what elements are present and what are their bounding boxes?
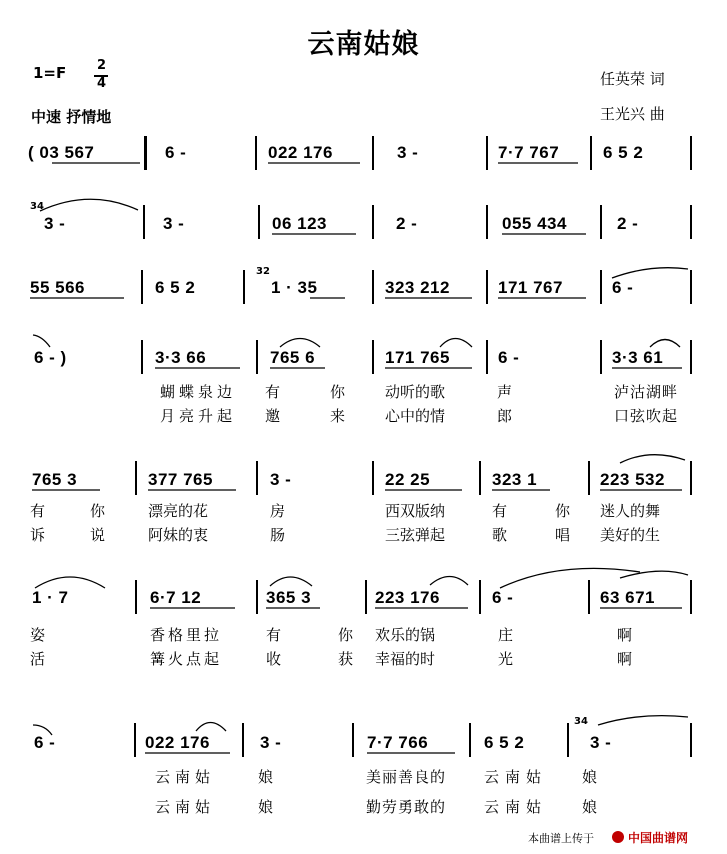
barline	[479, 580, 481, 614]
barline	[590, 136, 592, 170]
lyric: 邀	[265, 407, 281, 425]
lyric: 有	[266, 626, 282, 644]
barline	[372, 136, 374, 170]
barline	[242, 723, 244, 757]
lyric: 你	[555, 502, 571, 520]
measure: 6 - )	[34, 348, 67, 367]
meter-change: 34	[30, 201, 44, 212]
measure: 1 · 7	[32, 588, 69, 607]
barline	[690, 461, 692, 495]
measure: 6 -	[492, 588, 514, 607]
barline	[255, 136, 257, 170]
barline	[588, 461, 590, 495]
repeat-barline	[144, 136, 147, 170]
lyric: 迷人的舞	[600, 502, 661, 520]
lyric: 云南姑	[484, 768, 548, 786]
lyric: 幸福的时	[375, 650, 436, 668]
barline	[479, 461, 481, 495]
lyric: 篝火点起	[150, 650, 223, 668]
measure: 3·3 66	[155, 348, 207, 367]
measure: 765 6	[270, 348, 316, 367]
barline	[486, 270, 488, 304]
barline	[365, 580, 367, 614]
barline	[600, 270, 602, 304]
lyric: 香格里拉	[150, 626, 223, 644]
upload-note: 本曲谱上传于	[528, 832, 594, 845]
lyric: 阿妹的衷	[148, 526, 209, 544]
lyric: 勤劳勇敢的	[366, 798, 447, 816]
barline	[567, 723, 569, 757]
measure: 223 176	[375, 588, 440, 607]
barline	[372, 461, 374, 495]
lyric: 活	[30, 650, 46, 668]
lyric: 你	[338, 626, 354, 644]
measure: 6 5 2	[155, 278, 196, 297]
lyric: 郎	[497, 407, 513, 425]
barline	[469, 723, 471, 757]
lyric: 有	[30, 502, 46, 520]
barline	[258, 205, 260, 239]
lyric: 啊	[617, 626, 633, 644]
meter-change: 32	[256, 266, 270, 277]
measure: 7·7 767	[498, 143, 560, 162]
measure: 377 765	[148, 470, 213, 489]
lyricist-credit: 任英荣 词	[600, 70, 665, 88]
lyric: 云南姑	[155, 798, 216, 816]
measure: 022 176	[145, 733, 210, 752]
lyric: 蝴蝶泉边	[160, 383, 237, 401]
barline	[690, 723, 692, 757]
measure: 6 -	[165, 143, 187, 162]
lyric: 你	[90, 502, 106, 520]
lyric: 庄	[498, 626, 514, 644]
barline	[141, 340, 143, 374]
barline	[486, 136, 488, 170]
measure: 6·7 12	[150, 588, 202, 607]
lyric: 收	[266, 650, 282, 668]
measure: 3 -	[270, 470, 292, 489]
lyric: 美丽善良的	[366, 768, 447, 786]
barline	[690, 136, 692, 170]
lyric: 肠	[270, 526, 286, 544]
measure: 3 -	[590, 733, 612, 752]
measure: 6 -	[34, 733, 56, 752]
lyric: 唱	[555, 526, 571, 544]
lyric: 娘	[258, 798, 274, 816]
lyric: 有	[265, 383, 281, 401]
barline	[600, 340, 602, 374]
measure: 022 176	[268, 143, 333, 162]
measure: 6 5 2	[603, 143, 644, 162]
measure: 323 212	[385, 278, 450, 297]
barline	[141, 270, 143, 304]
barline	[352, 723, 354, 757]
barline	[372, 270, 374, 304]
lyric: 西双版纳	[385, 502, 446, 520]
lyric: 姿	[30, 626, 46, 644]
barline	[256, 340, 258, 374]
lyric: 泸沽湖畔	[614, 383, 679, 401]
lyric: 诉	[30, 526, 46, 544]
lyric: 娘	[582, 798, 598, 816]
barline	[690, 205, 692, 239]
lyric: 有	[492, 502, 508, 520]
key-signature: 1=F	[33, 64, 67, 82]
barline	[135, 580, 137, 614]
time-signature-numerator: 2	[97, 58, 107, 73]
lyric: 月亮升起	[160, 407, 237, 425]
barline	[690, 580, 692, 614]
measure: 06 123	[272, 214, 327, 233]
barline	[143, 205, 145, 239]
lyric: 说	[90, 526, 106, 544]
measure: 171 767	[498, 278, 563, 297]
page-title: 云南姑娘	[307, 29, 420, 60]
measure: 7·7 766	[367, 733, 429, 752]
measure: 055 434	[502, 214, 567, 233]
lyric: 欢乐的锅	[375, 626, 436, 644]
lyric: 漂亮的花	[148, 502, 209, 520]
time-signature-denominator: 4	[97, 76, 107, 91]
lyric: 光	[498, 650, 514, 668]
barline	[256, 461, 258, 495]
lyric: 啊	[617, 650, 633, 668]
lyric: 云南姑	[155, 768, 216, 786]
measure: 6 -	[612, 278, 634, 297]
lyric: 动听的歌	[385, 383, 446, 401]
lyric: 三弦弹起	[385, 526, 446, 544]
composer-credit: 王光兴 曲	[600, 105, 665, 123]
measure: 2 -	[617, 214, 639, 233]
barline	[135, 461, 137, 495]
site-name[interactable]: 中国曲谱网	[628, 831, 689, 845]
measure: 3 -	[260, 733, 282, 752]
measure: 765 3	[32, 470, 78, 489]
lyric: 歌	[492, 526, 508, 544]
measure: 323 1	[492, 470, 538, 489]
measure: 1 · 35	[271, 278, 318, 297]
tempo-marking: 中速 抒情地	[31, 108, 112, 126]
site-logo-icon	[612, 831, 624, 843]
barline	[690, 270, 692, 304]
measure: 6 -	[498, 348, 520, 367]
barline	[372, 205, 374, 239]
barline	[690, 340, 692, 374]
measure: 6 5 2	[484, 733, 525, 752]
lyric: 口弦吹起	[614, 407, 679, 425]
lyric: 云南姑	[484, 798, 548, 816]
measure: 223 532	[600, 470, 665, 489]
barline	[486, 340, 488, 374]
measure: 3 -	[163, 214, 185, 233]
meter-change: 34	[574, 716, 588, 727]
lyric: 心中的情	[385, 407, 446, 425]
barline	[372, 340, 374, 374]
measure: 3 -	[397, 143, 419, 162]
measure: 171 765	[385, 348, 450, 367]
lyric: 获	[338, 650, 354, 668]
measure: 55 566	[30, 278, 85, 297]
lyric: 娘	[582, 768, 598, 786]
lyric: 你	[330, 383, 346, 401]
measure: 63 671	[600, 588, 655, 607]
lyric: 声	[497, 383, 513, 401]
barline	[134, 723, 136, 757]
measure: 22 25	[385, 470, 431, 489]
lyric: 来	[330, 407, 346, 425]
measure: 2 -	[396, 214, 418, 233]
barline	[243, 270, 245, 304]
lyric: 房	[270, 502, 286, 520]
measure: ( 03 567	[28, 143, 95, 162]
barline	[256, 580, 258, 614]
lyric: 娘	[258, 768, 274, 786]
measure: 3 -	[44, 214, 66, 233]
barline	[588, 580, 590, 614]
lyric: 美好的生	[600, 526, 661, 544]
measure: 365 3	[266, 588, 312, 607]
measure: 3·3 61	[612, 348, 664, 367]
barline	[486, 205, 488, 239]
barline	[600, 205, 602, 239]
